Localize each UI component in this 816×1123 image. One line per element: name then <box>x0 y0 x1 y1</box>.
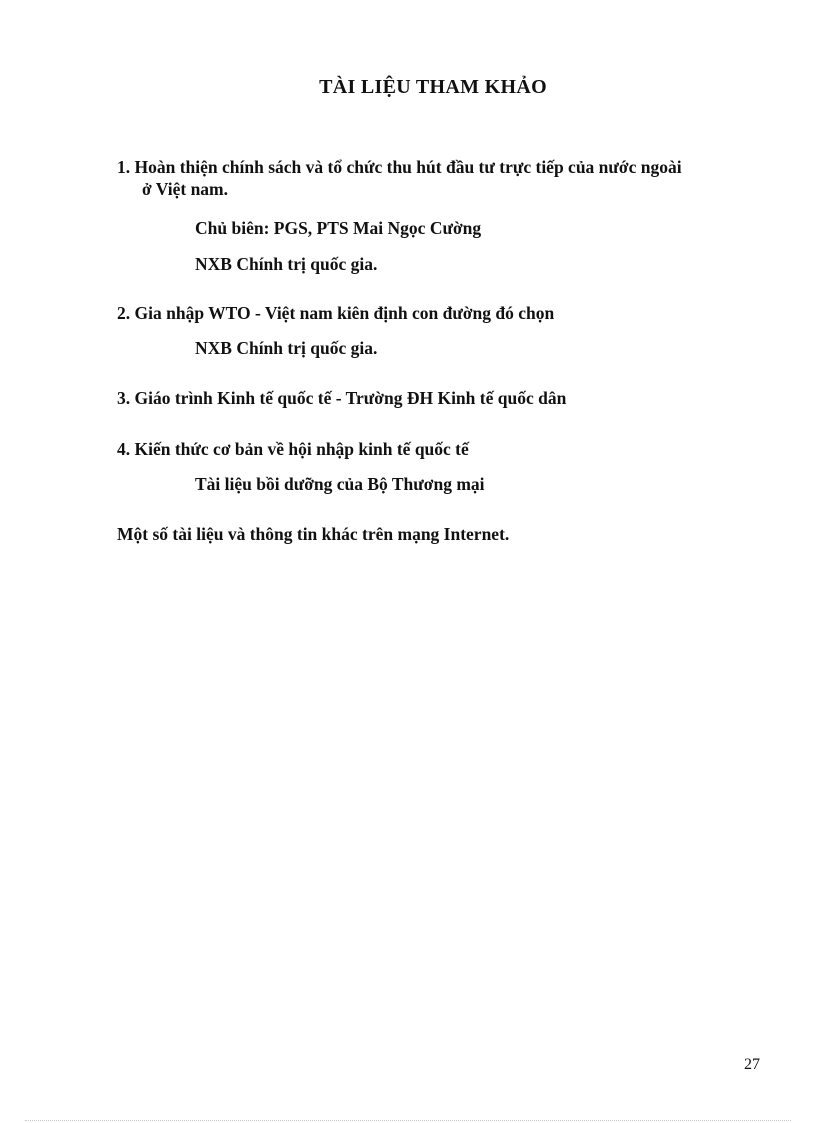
page-number: 27 <box>744 1056 760 1073</box>
reference-1-editor: Chủ biên: PGS, PTS Mai Ngọc Cường <box>195 218 482 238</box>
reference-4-source: Tài liệu bồi dưỡng của Bộ Thương mại <box>195 474 485 494</box>
reference-item-2 <box>117 302 767 324</box>
reference-1-title-continued: ở Việt nam. <box>142 179 229 199</box>
additional-sources-note: Một số tài liệu và thông tin khác trên mạng Internet. <box>117 524 510 544</box>
reference-item-3 <box>117 387 767 409</box>
reference-2-title: 2. Gia nhập WTO - Việt nam kiên định con đường đó chọn <box>117 303 555 323</box>
reference-1-publisher: NXB Chính trị quốc gia. <box>195 254 378 274</box>
page-title: TÀI LIỆU THAM KHẢO <box>319 76 547 98</box>
reference-3-title: 3. Giáo trình Kinh tế quốc tế - Trường ĐH Kinh tế quốc dân <box>117 388 567 408</box>
reference-4-title: 4. Kiến thức cơ bản về hội nhập kinh tế quốc tế <box>117 439 469 459</box>
reference-2-publisher: NXB Chính trị quốc gia. <box>195 338 378 358</box>
page-bottom-divider <box>25 1120 791 1121</box>
reference-item-4 <box>117 438 767 460</box>
reference-1-title: 1. Hoàn thiện chính sách và tổ chức thu hút đầu tư trực tiếp của nước ngoài <box>117 157 682 177</box>
reference-item-1 <box>117 156 767 200</box>
